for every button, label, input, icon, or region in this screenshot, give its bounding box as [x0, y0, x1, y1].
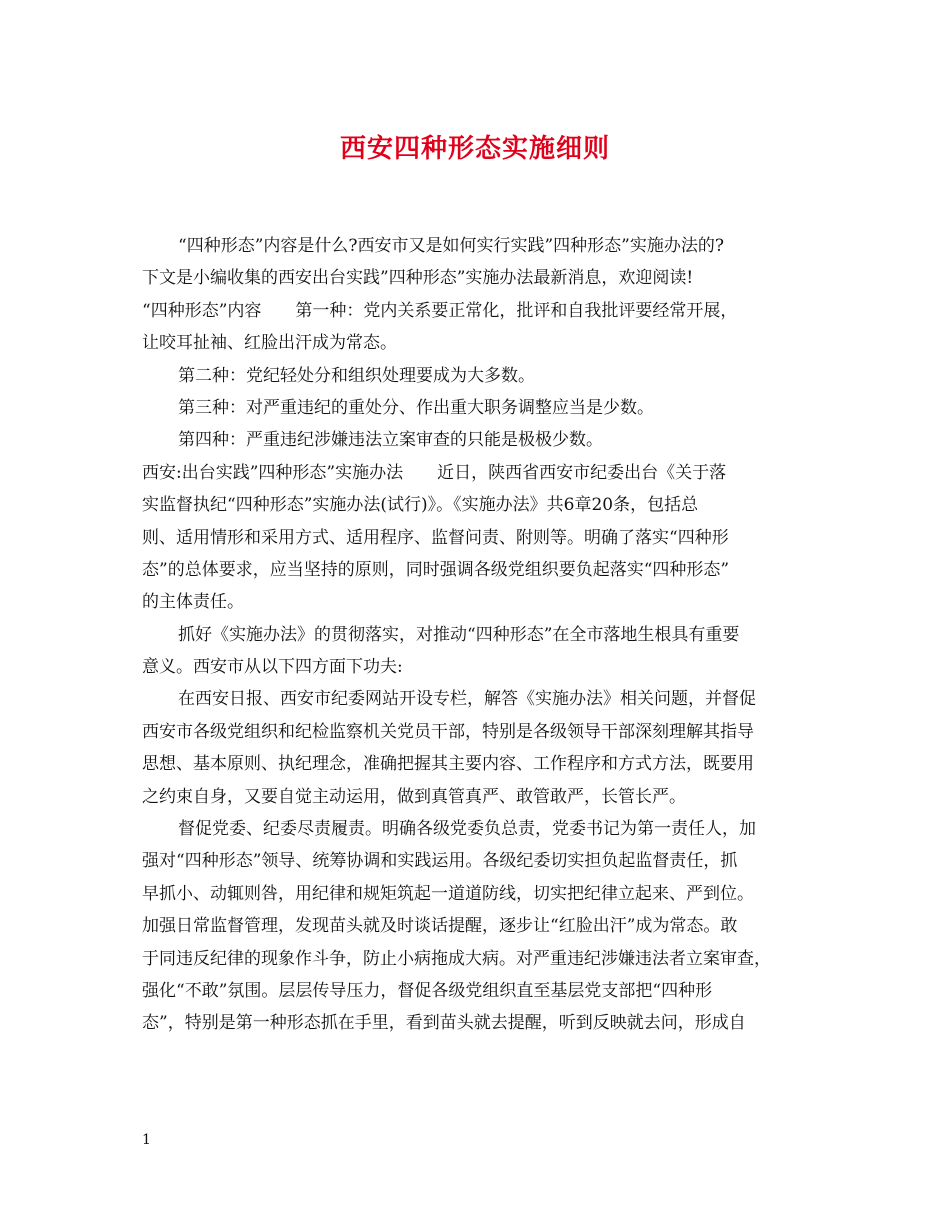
text-line: 加强日常监督管理，发现苗头就及时谈话提醒，逐步让“红脸出汗”成为常态。敢 — [142, 916, 738, 937]
text-line: 第四种：严重违纪涉嫌违法立案审查的只能是极极少数。 — [178, 430, 603, 451]
text-line: 意义。西安市从以下四方面下功夫: — [142, 657, 403, 678]
text-line: 西安:出台实践”四种形态”实施办法 近日，陕西省西安市纪委出台《关于落 — [142, 462, 727, 483]
text-line: 思想、基本原则、执纪理念，准确把握其主要内容、工作程序和方式方法，既要用 — [142, 754, 754, 775]
text-line: 第二种：党纪轻处分和组织处理要成为大多数。 — [178, 365, 535, 386]
text-line: 于同违反纪律的现象作斗争，防止小病拖成大病。对严重违纪涉嫌违法者立案审查， — [142, 948, 771, 969]
text-line: 实监督执纪“四种形态”实施办法(试行)》。《实施办法》共6章20条，包括总 — [142, 495, 699, 516]
document-title: 西安四种形态实施细则 — [339, 134, 610, 164]
text-line: “四种形态”内容 第一种：党内关系要正常化，批评和自我批评要经常开展， — [142, 300, 738, 321]
text-line: 早抓小、动辄则咎，用纪律和规矩筑起一道道防线，切实把纪律立起来、严到位。 — [142, 883, 754, 904]
text-line: 之约束自身，又要自觉主动运用，做到真管真严、敢管敢严，长管长严。 — [142, 786, 686, 807]
text-line: 在西安日报、西安市纪委网站开设专栏，解答《实施办法》相关问题，并督促 — [178, 689, 756, 710]
page-number: 1 — [142, 1132, 151, 1148]
text-line: 第三种：对严重违纪的重处分、作出重大职务调整应当是少数。 — [178, 397, 654, 418]
text-line: 下文是小编收集的西安出台实践”四种形态”实施办法最新消息，欢迎阅读! — [142, 268, 694, 289]
text-line: 让咬耳扯袖、红脸出汗成为常态。 — [142, 333, 397, 354]
text-line: “四种形态”内容是什么?西安市又是如何实行实践”四种形态”实施办法的? — [178, 236, 724, 256]
text-line: 的主体责任。 — [142, 592, 244, 613]
text-line: 强对“四种形态”领导、统筹协调和实践运用。各级纪委切实担负起监督责任，抓 — [142, 851, 738, 872]
text-line: 态”的总体要求，应当坚持的原则，同时强调各级党组织要负起落实“四种形态” — [142, 559, 730, 580]
document-body — [142, 230, 812, 1040]
text-line: 则、适用情形和采用方式、适用程序、监督问责、附则等。明确了落实“四种形 — [142, 527, 729, 548]
text-line: 督促党委、纪委尽责履责。明确各级党委负总责，党委书记为第一责任人，加 — [178, 819, 756, 840]
text-line: 抓好《实施办法》的贯彻落实，对推动“四种形态”在全市落地生根具有重要 — [178, 624, 740, 645]
text-line: 态”，特别是第一种形态抓在手里，看到苗头就去提醒，听到反映就去问，形成自 — [142, 1013, 746, 1034]
text-line: 强化“不敢”氛围。层层传导压力，督促各级党组织直至基层党支部把“四种形 — [142, 980, 713, 1001]
text-line: 西安市各级党组织和纪检监察机关党员干部，特别是各级领导干部深刻理解其指导 — [142, 721, 754, 742]
